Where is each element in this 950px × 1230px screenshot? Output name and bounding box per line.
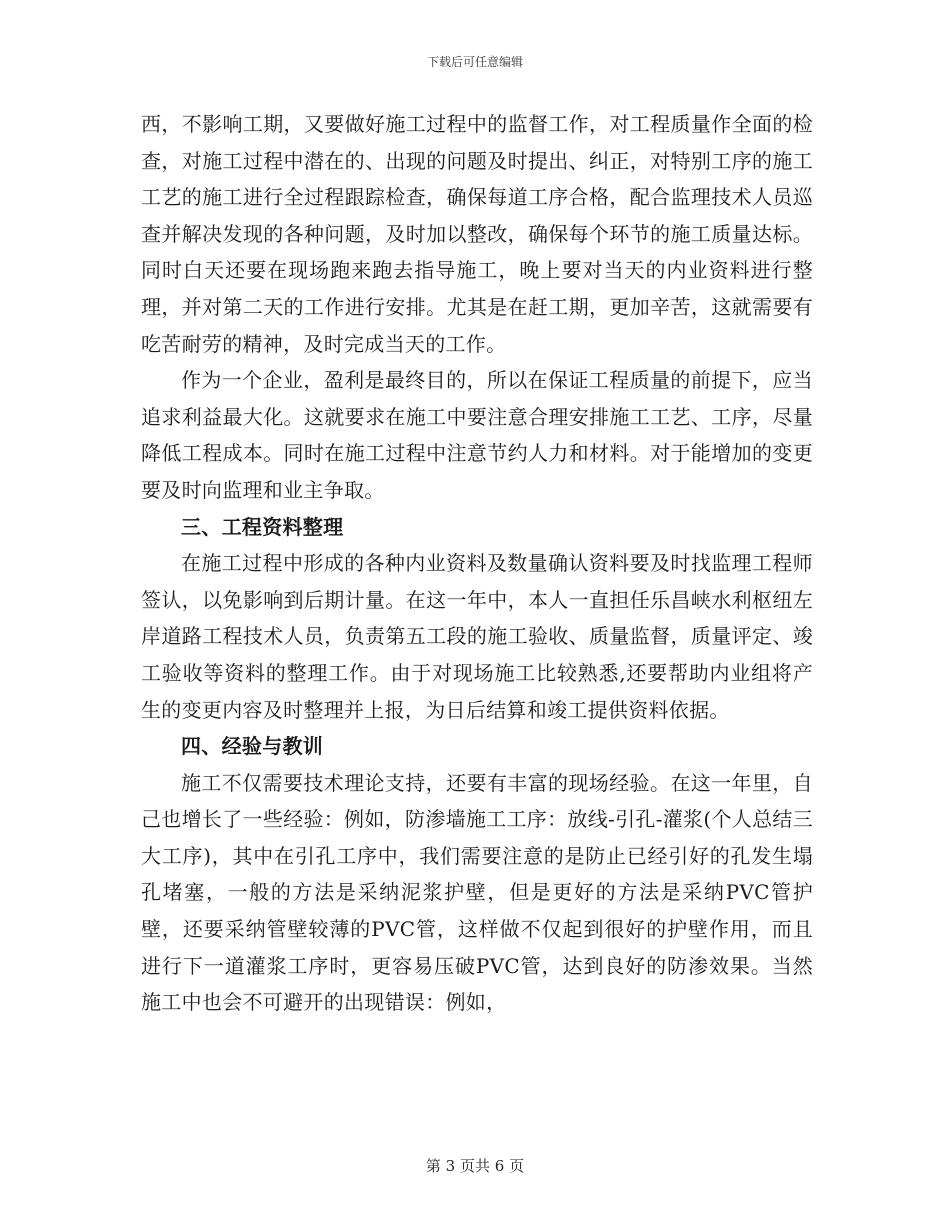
document-body <box>141 106 813 1021</box>
paragraph-experience: 施工不仅需要技术理论支持，还要有丰富的现场经验。在这一年里，自己也增长了一些经验：例如，防渗墙施工工序：放线-引孔-灌浆(个人总结三大工序)，其中在引孔工序中，我们需要注意的是防止已经引好的孔发生塌孔堵塞，一般的方法是采纳泥浆护壁，但是更好的方法是采纳PVC管护壁，还要采纳管壁较薄的PVC管，这样做不仅起到很好的护壁作用，而且进行下一道灌浆工序时，更容易压破PVC管，达到良好的防渗效果。当然施工中也会不可避开的出现错误：例如， <box>141 770 813 1015</box>
section-heading-4: 四、经验与教训 <box>181 734 324 759</box>
section-heading-3: 三、工程资料整理 <box>181 514 344 539</box>
page-header: 下载后可任意编辑 <box>426 55 523 69</box>
paragraph-profit: 作为一个企业，盈利是最终目的，所以在保证工程质量的前提下，应当追求利益最大化。这就要求在施工中要注意合理安排施工工艺、工序，尽量降低工程成本。同时在施工过程中注意节约人力和材料。对于能增加的变更要及时向监理和业主争取。 <box>141 368 813 502</box>
paragraph-continuation: 西，不影响工期，又要做好施工过程中的监督工作，对工程质量作全面的检查，对施工过程中潜在的、出现的问题及时提出、纠正，对特别工序的施工工艺的施工进行全过程跟踪检查，确保每道工序合格，配合监理技术人员巡查并解决发现的各种问题，及时加以整改，确保每个环节的施工质量达标。同时白天还要在现场跑来跑去指导施工，晚上要对当天的内业资料进行整理，并对第二天的工作进行安排。尤其是在赶工期，更加辛苦，这就需要有吃苦耐劳的精神，及时完成当天的工作。 <box>141 112 813 356</box>
paragraph-documents: 在施工过程中形成的各种内业资料及数量确认资料要及时找监理工程师签认，以免影响到后期计量。在这一年中，本人一直担任乐昌峡水利枢纽左岸道路工程技术人员，负责第五工段的施工验收、质量监督，质量评定、竣工验收等资料的整理工作。由于对现场施工比较熟悉,还要帮助内业组将产生的变更内容及时整理并上报，为日后结算和竣工提供资料依据。 <box>141 551 813 722</box>
page-footer: 第 3 页共 6 页 <box>425 1157 525 1175</box>
